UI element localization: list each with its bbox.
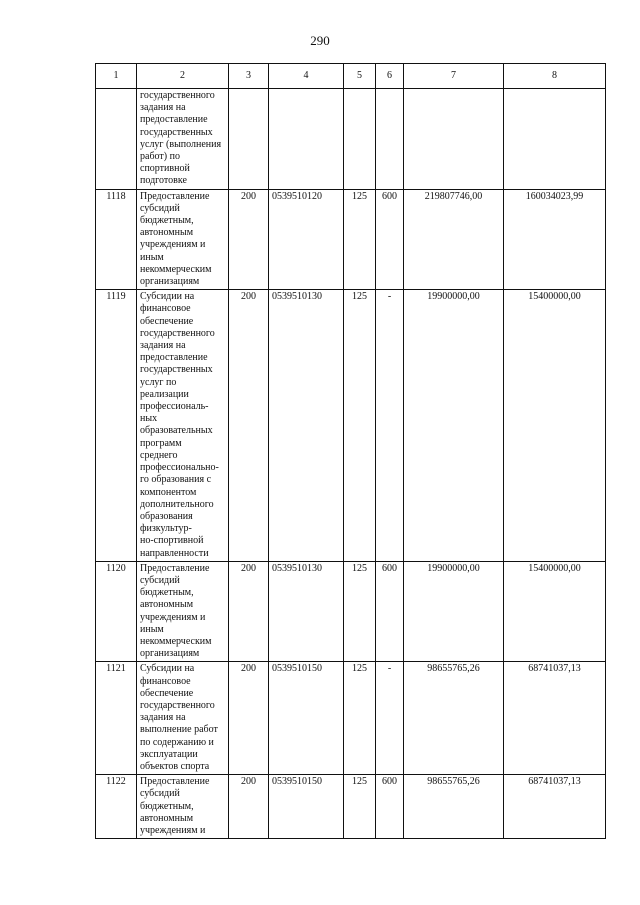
table-row [96, 290, 606, 561]
row-amount-1-cell: 98655765,26 [404, 662, 504, 775]
table-row [96, 189, 606, 290]
row-group-cell: 125 [344, 189, 376, 290]
header-cell: 1 [96, 64, 137, 89]
table-row [96, 662, 606, 775]
row-amount-2-cell: 68741037,13 [504, 775, 606, 839]
header-cell: 5 [344, 64, 376, 89]
row-name-cell: Предоставление субсидий бюджетным, автономным учреждениям и иным некоммерческим организациям [137, 561, 229, 662]
row-section-cell: 200 [229, 561, 269, 662]
row-name-cell: Субсидии на финансовое обеспечение государственного задания на выполнение работ по содержанию и эксплуатации объектов спорта [137, 662, 229, 775]
row-amount-2-cell: 15400000,00 [504, 290, 606, 561]
row-name-cell: Предоставление субсидий бюджетным, автономным учреждениям и иным некоммерческим организациям [137, 189, 229, 290]
row-number-cell: 1121 [96, 662, 137, 775]
row-section-cell: 200 [229, 290, 269, 561]
row-amount-1-cell: 19900000,00 [404, 290, 504, 561]
row-target-cell [269, 89, 344, 190]
row-expense-type-cell: 600 [376, 189, 404, 290]
row-group-cell [344, 89, 376, 190]
row-section-cell: 200 [229, 189, 269, 290]
row-group-cell: 125 [344, 662, 376, 775]
header-row [96, 64, 606, 89]
row-section-cell [229, 89, 269, 190]
row-number-cell [96, 89, 137, 190]
table-row [96, 89, 606, 190]
row-name-cell: Предоставление субсидий бюджетным, автономным учреждениям и [137, 775, 229, 839]
row-target-cell: 0539510150 [269, 775, 344, 839]
header-cell: 3 [229, 64, 269, 89]
row-expense-type-cell: 600 [376, 561, 404, 662]
header-cell: 6 [376, 64, 404, 89]
row-group-cell: 125 [344, 290, 376, 561]
row-expense-type-cell: 600 [376, 775, 404, 839]
page-number: 290 [310, 33, 330, 48]
row-expense-type-cell: - [376, 662, 404, 775]
row-number-cell: 1122 [96, 775, 137, 839]
row-amount-1-cell: 19900000,00 [404, 561, 504, 662]
row-amount-2-cell: 15400000,00 [504, 561, 606, 662]
row-group-cell: 125 [344, 561, 376, 662]
row-target-cell: 0539510130 [269, 561, 344, 662]
row-name-cell: Субсидии на финансовое обеспечение государственного задания на предоставление государственных услуг по реализации профессиональ- ных образовательных программ среднего профессионально- го образования с компонентом дополнительного образования физкультур- но-спортивной направленности [137, 290, 229, 561]
header-cell: 8 [504, 64, 606, 89]
row-amount-2-cell: 68741037,13 [504, 662, 606, 775]
table-row [96, 775, 606, 839]
row-number-cell: 1120 [96, 561, 137, 662]
table-row [96, 561, 606, 662]
row-name-cell: государственного задания на предоставление государственных услуг (выполнения работ) по спортивной подготовке [137, 89, 229, 190]
budget-table [95, 63, 606, 839]
row-amount-1-cell: 98655765,26 [404, 775, 504, 839]
row-amount-1-cell [404, 89, 504, 190]
row-amount-2-cell [504, 89, 606, 190]
row-section-cell: 200 [229, 775, 269, 839]
header-cell: 2 [137, 64, 229, 89]
row-number-cell: 1118 [96, 189, 137, 290]
row-number-cell: 1119 [96, 290, 137, 561]
row-target-cell: 0539510130 [269, 290, 344, 561]
row-amount-2-cell: 160034023,99 [504, 189, 606, 290]
row-expense-type-cell [376, 89, 404, 190]
row-target-cell: 0539510150 [269, 662, 344, 775]
row-target-cell: 0539510120 [269, 189, 344, 290]
row-section-cell: 200 [229, 662, 269, 775]
header-cell: 4 [269, 64, 344, 89]
row-group-cell: 125 [344, 775, 376, 839]
row-expense-type-cell: - [376, 290, 404, 561]
row-amount-1-cell: 219807746,00 [404, 189, 504, 290]
header-cell: 7 [404, 64, 504, 89]
